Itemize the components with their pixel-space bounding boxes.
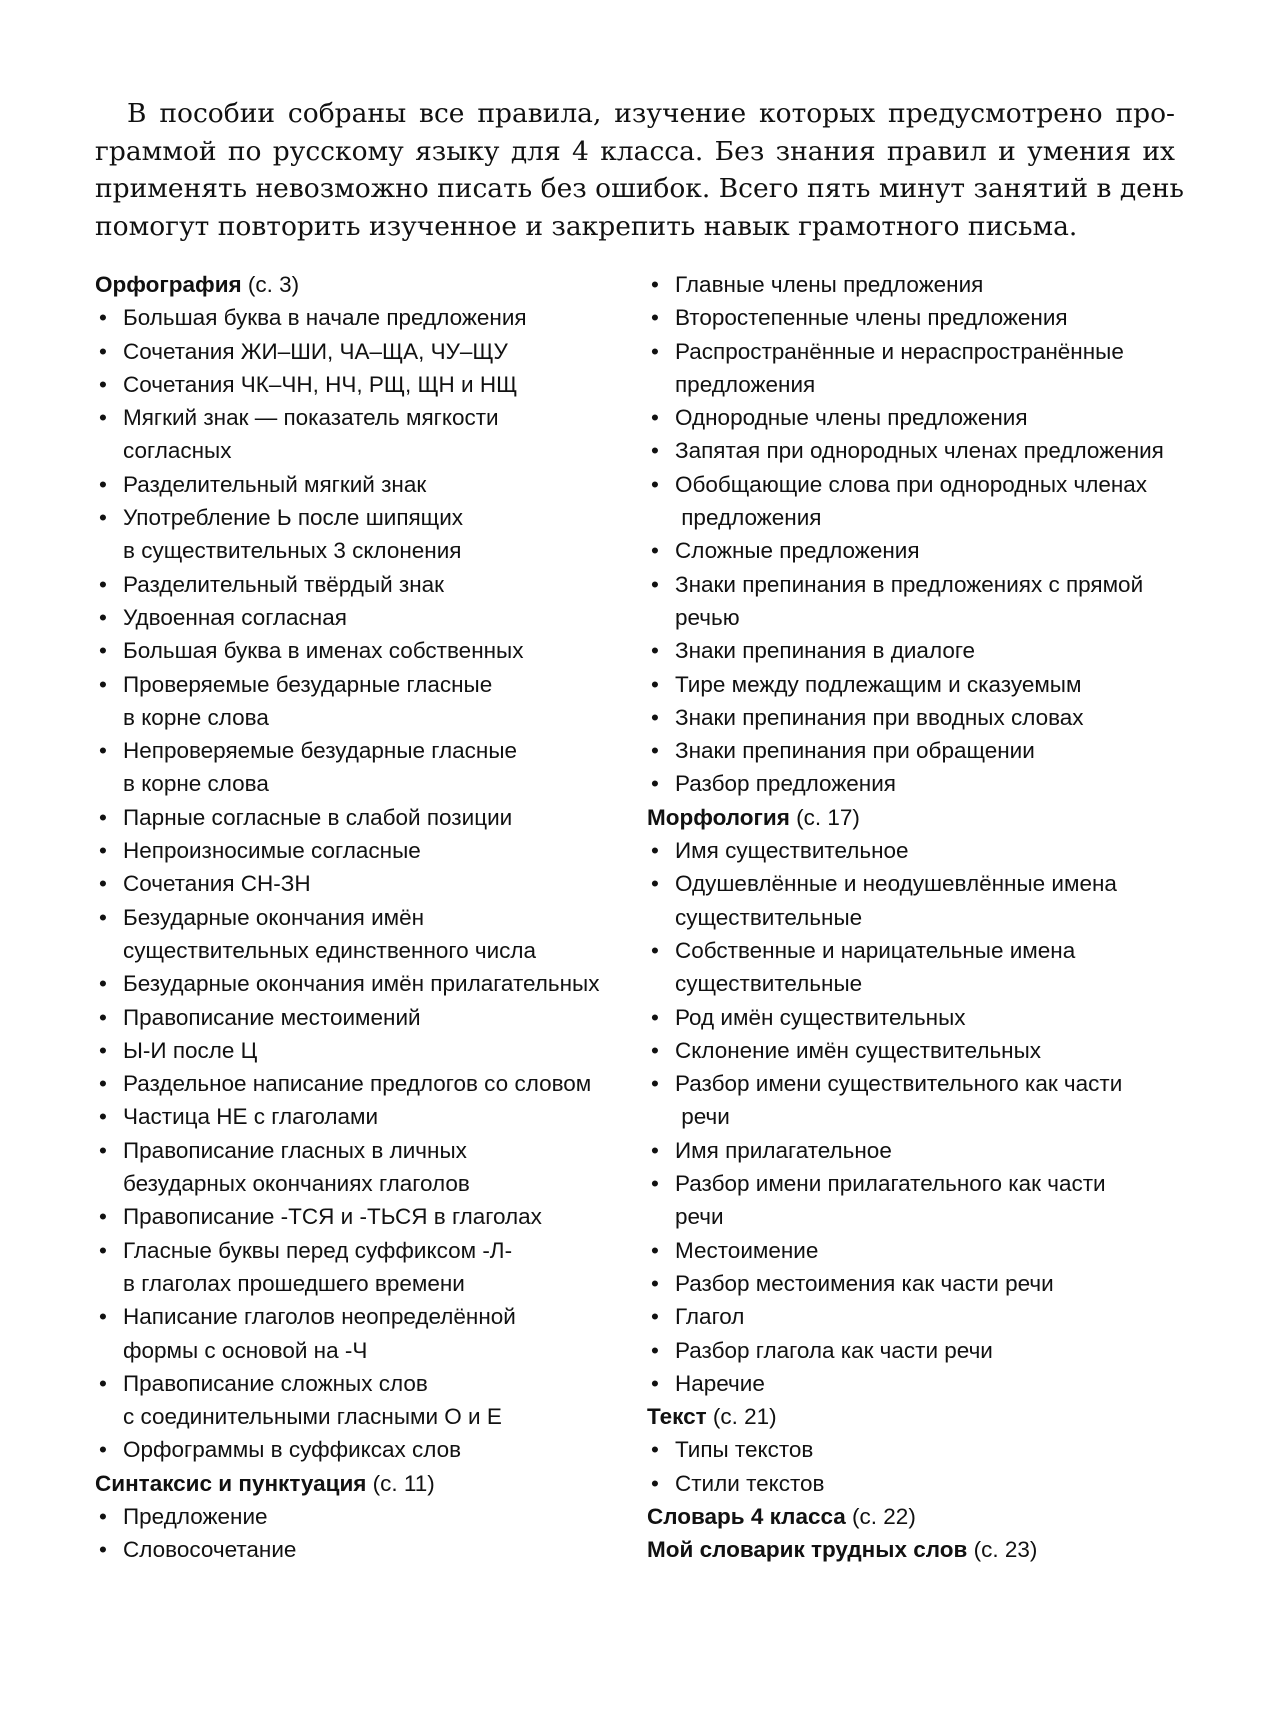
section-title: Орфография <box>95 272 242 297</box>
list-item <box>95 967 635 1000</box>
list-item-label: • Разделительный мягкий знак <box>123 471 427 497</box>
list-item-label: • Разбор предложения <box>675 771 896 797</box>
list-item <box>95 734 635 801</box>
list-item-label: • Частица НЕ с глаголами <box>123 1104 379 1130</box>
list-item-label: • Запятая при однородных членах предложения <box>675 438 1164 464</box>
list-item-label: • Одушевлённые и неодушевлённые имена существительные <box>675 871 1117 930</box>
intro-line: В пособии собраны все правила, изучение которых предусмотрено про- <box>127 98 1175 129</box>
intro-line: помогут повторить изученное и закрепить навык грамотного письма. <box>95 210 1078 242</box>
list-item-label: • Безударные окончания имён прилагательных <box>123 971 600 997</box>
list-item <box>95 1134 635 1201</box>
list-item-label: • Словосочетание <box>123 1537 297 1563</box>
list-item-label: • Большая буква в начале предложения <box>123 305 527 331</box>
list-item <box>95 801 635 834</box>
list-item-label: • Собственные и нарицательные имена существительные <box>675 937 1076 997</box>
list-item-label: • Парные согласные в слабой позиции <box>123 804 513 830</box>
list-item-label: • Мягкий знак — показатель мягкости согласных <box>123 405 499 464</box>
list-item-label: • Непроизносимые согласные <box>123 838 421 864</box>
section-heading-text <box>647 1400 1187 1433</box>
syntax-list-right <box>647 268 1187 801</box>
list-item-label: • Непроверяемые безударные гласные в корне слова <box>123 738 518 797</box>
list-item-label: • Второстепенные члены предложения <box>675 305 1068 331</box>
section-title: Словарь 4 класса <box>647 1503 846 1529</box>
list-item-label: • Однородные члены предложения <box>675 405 1028 431</box>
list-item <box>95 668 635 735</box>
list-item <box>95 601 635 634</box>
list-item <box>647 767 1187 800</box>
list-item-label: • Знаки препинания в предложениях с прямой речью <box>675 571 1144 630</box>
list-item <box>647 867 1187 934</box>
section-heading-morphology <box>647 801 1187 834</box>
list-item-label: • Написание глаголов неопределённой формы с основой на -Ч <box>123 1304 516 1363</box>
list-item <box>95 1533 635 1566</box>
section-title: Мой словарик трудных слов <box>647 1537 968 1563</box>
morphology-list <box>647 834 1187 1400</box>
list-item <box>95 867 635 900</box>
list-item-label: • Сложные предложения <box>675 538 920 564</box>
list-item <box>647 534 1187 567</box>
list-item <box>647 335 1187 402</box>
list-item-label: • Правописание местоимений <box>123 1004 421 1030</box>
list-item <box>647 1467 1187 1500</box>
list-item <box>647 1300 1187 1333</box>
orthography-list <box>95 301 635 1466</box>
list-item <box>95 401 635 468</box>
list-item-label: • Знаки препинания при обращении <box>675 738 1035 764</box>
list-item-label: • Типы текстов <box>675 1437 814 1463</box>
list-item <box>647 434 1187 467</box>
list-item-label: • Употребление Ь после шипящих в существительных 3 склонения <box>123 505 464 564</box>
list-item-label: • Склонение имён существительных <box>675 1037 1042 1063</box>
list-item <box>647 1367 1187 1400</box>
list-item-label: • Разбор местоимения как части речи <box>675 1270 1054 1296</box>
section-title: Морфология <box>647 804 790 830</box>
list-item-label: • Глагол <box>675 1304 745 1330</box>
list-item <box>95 368 635 401</box>
section-title: Текст <box>647 1404 707 1430</box>
intro-line: применять невозможно писать без ошибок. Всего пять минут занятий в день <box>95 173 1184 204</box>
section-page-ref: (с. 22) <box>845 1503 916 1529</box>
list-item <box>95 1234 635 1301</box>
list-item <box>647 1433 1187 1466</box>
section-page-ref: (с. 3) <box>241 272 300 297</box>
list-item <box>95 1067 635 1100</box>
list-item <box>647 668 1187 701</box>
list-item <box>95 468 635 501</box>
list-item-label: • Проверяемые безударные гласные в корне слова <box>123 671 493 730</box>
list-item-label: • Разделительный твёрдый знак <box>123 571 445 597</box>
list-item-label: • Правописание сложных слов с соединительными гласными О и Е <box>123 1370 502 1430</box>
syntax-list-left <box>95 1500 635 1567</box>
list-item-label: • Знаки препинания в диалоге <box>675 638 976 664</box>
list-item-label: • Безударные окончания имён существительных единственного числа <box>123 904 537 963</box>
list-item <box>95 1433 635 1466</box>
list-item <box>647 734 1187 767</box>
list-item <box>95 568 635 601</box>
list-item-label: • Разбор имени прилагательного как части речи <box>675 1171 1106 1230</box>
list-item <box>95 335 635 368</box>
list-item <box>95 301 635 334</box>
list-item <box>647 1034 1187 1067</box>
section-heading-my-dictionary <box>647 1533 1187 1566</box>
list-item-label: • Ы-И после Ц <box>123 1037 258 1063</box>
list-item-label: • Обобщающие слова при однородных членах предложения <box>675 471 1148 531</box>
contents-left-column <box>95 268 635 1567</box>
list-item-label: • Удвоенная согласная <box>123 604 347 630</box>
list-item <box>95 1500 635 1533</box>
intro-paragraph <box>95 95 1184 245</box>
list-item <box>95 1200 635 1233</box>
list-item-label: • Стили текстов <box>675 1470 825 1496</box>
section-page-ref: (с. 23) <box>967 1537 1038 1563</box>
list-item <box>95 1367 635 1434</box>
section-heading-dictionary <box>647 1500 1187 1533</box>
list-item-label: • Знаки препинания при вводных словах <box>675 704 1084 730</box>
list-item-label: • Главные члены предложения <box>675 272 984 297</box>
list-item-label: • Раздельное написание предлогов со словом <box>123 1071 592 1097</box>
list-item-label: • Сочетания ЖИ–ШИ, ЧА–ЩА, ЧУ–ЩУ <box>123 338 508 364</box>
list-item <box>95 834 635 867</box>
list-item-label: • Сочетания ЧК–ЧН, НЧ, РЩ, ЩН и НЩ <box>123 371 518 397</box>
list-item <box>95 1001 635 1034</box>
list-item-label: • Наречие <box>675 1370 765 1396</box>
section-page-ref: (с. 17) <box>789 804 860 830</box>
list-item-label: • Разбор глагола как части речи <box>675 1337 993 1363</box>
section-heading-syntax <box>95 1467 635 1500</box>
list-item <box>647 568 1187 635</box>
section-heading-orthography <box>95 268 635 301</box>
list-item <box>647 468 1187 535</box>
list-item <box>95 1034 635 1067</box>
list-item <box>647 1134 1187 1167</box>
list-item-label: • Правописание гласных в личных безударных окончаниях глаголов <box>123 1137 470 1197</box>
list-item-label: • Имя существительное <box>675 838 909 864</box>
section-title: Синтаксис и пунктуация <box>95 1470 367 1496</box>
section-page-ref: (с. 21) <box>706 1404 777 1430</box>
list-item <box>647 1234 1187 1267</box>
list-item <box>647 634 1187 667</box>
list-item <box>647 1167 1187 1234</box>
list-item <box>95 501 635 568</box>
list-item <box>647 1334 1187 1367</box>
list-item-label: • Правописание -ТСЯ и -ТЬСЯ в глаголах <box>123 1204 542 1230</box>
list-item <box>647 934 1187 1001</box>
list-item <box>647 401 1187 434</box>
list-item <box>647 301 1187 334</box>
list-item <box>647 268 1187 301</box>
intro-line: граммой по русскому языку для 4 класса. Без знания правил и умения их <box>95 135 1175 167</box>
list-item <box>95 901 635 968</box>
list-item-label: • Гласные буквы перед суффиксом -Л- в глаголах прошедшего времени <box>123 1237 513 1296</box>
list-item-label: • Род имён существительных <box>675 1004 966 1030</box>
list-item <box>95 634 635 667</box>
list-item-label: • Большая буква в именах собственных <box>123 638 524 664</box>
list-item-label: • Распространённые и нераспространённые предложения <box>675 338 1124 397</box>
list-item <box>647 834 1187 867</box>
list-item-label: • Разбор имени существительного как части речи <box>675 1071 1123 1130</box>
list-item <box>647 701 1187 734</box>
list-item <box>95 1100 635 1133</box>
text-list <box>647 1433 1187 1500</box>
list-item <box>647 1267 1187 1300</box>
section-page-ref: (с. 11) <box>366 1470 435 1496</box>
list-item-label: • Местоимение <box>675 1237 819 1263</box>
list-item-label: • Предложение <box>123 1503 268 1529</box>
contents-right-column <box>647 268 1187 1567</box>
list-item <box>95 1300 635 1367</box>
list-item <box>647 1001 1187 1034</box>
list-item-label: • Сочетания СН-ЗН <box>123 871 311 897</box>
list-item-label: • Тире между подлежащим и сказуемым <box>675 671 1082 697</box>
list-item-label: • Имя прилагательное <box>675 1137 892 1163</box>
list-item-label: • Орфограммы в суффиксах слов <box>123 1437 462 1463</box>
list-item <box>647 1067 1187 1134</box>
